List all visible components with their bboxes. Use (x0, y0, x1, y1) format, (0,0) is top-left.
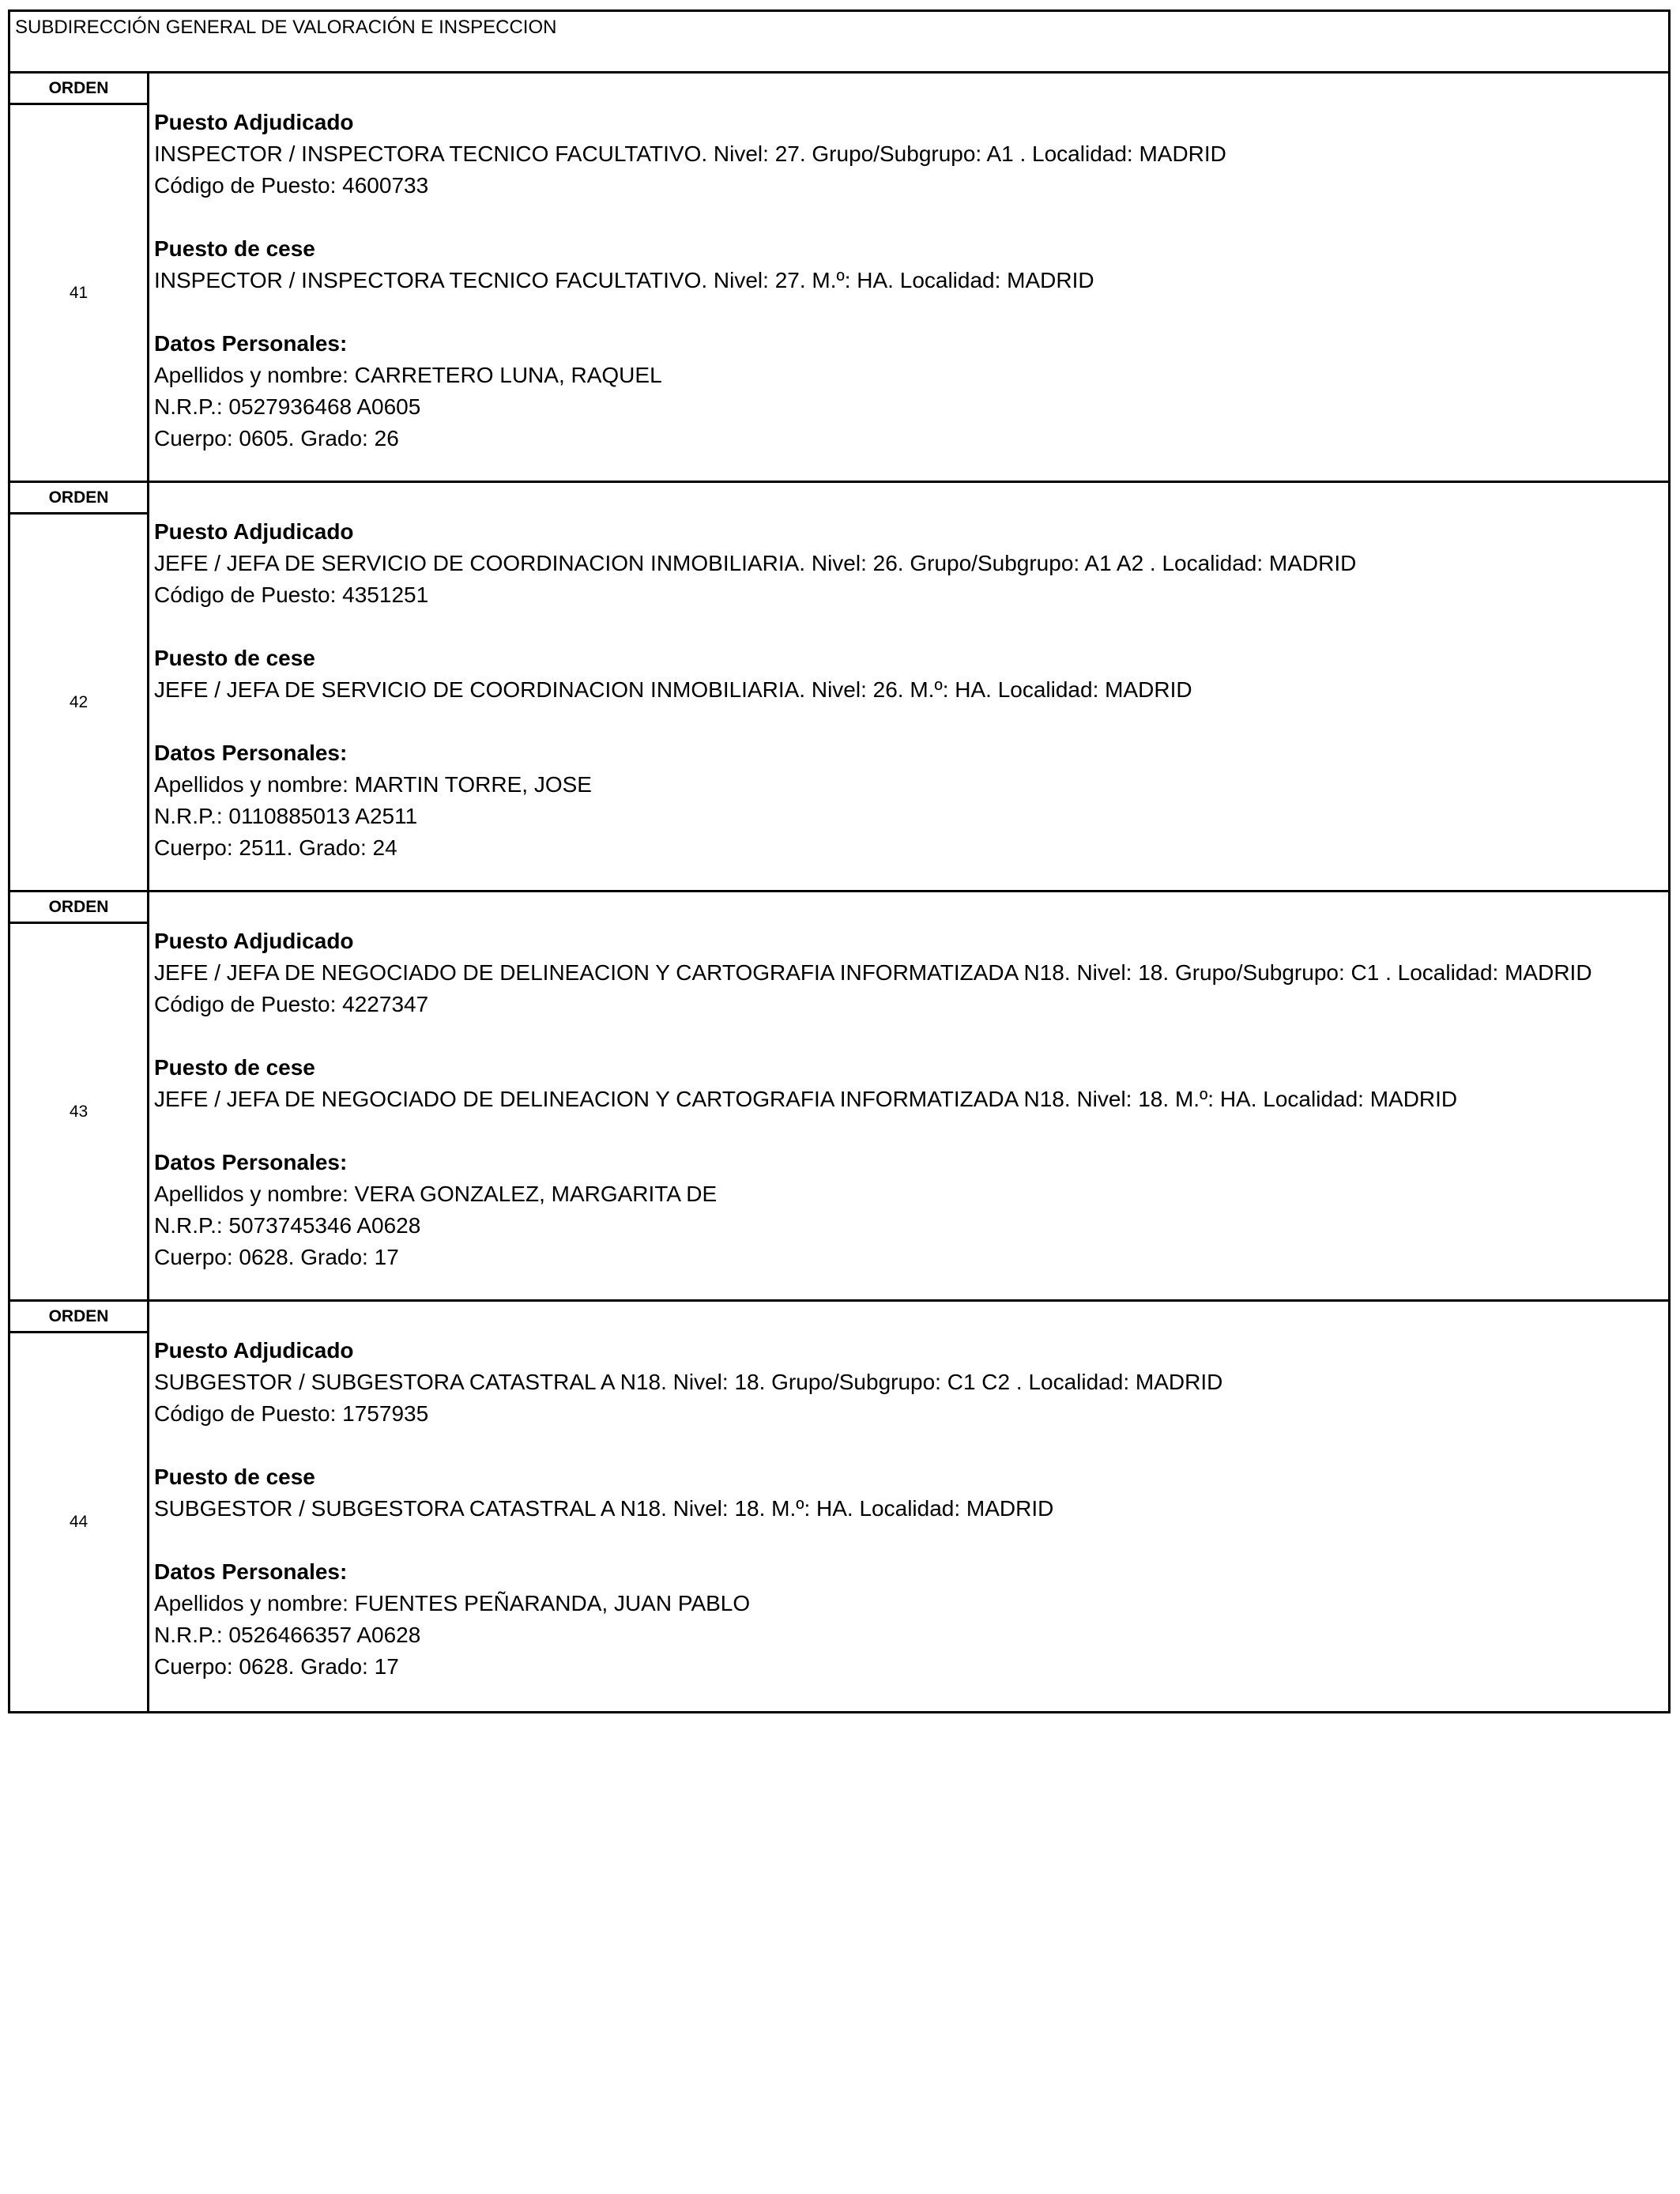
apellidos-nombre: Apellidos y nombre: CARRETERO LUNA, RAQUEL (154, 363, 662, 387)
cuerpo-grado: Cuerpo: 2511. Grado: 24 (154, 835, 397, 860)
cuerpo-grado: Cuerpo: 0628. Grado: 17 (154, 1245, 399, 1269)
codigo-puesto: Código de Puesto: 4227347 (154, 992, 429, 1016)
entry-details (149, 74, 1668, 481)
puesto-adjudicado-text: JEFE / JEFA DE SERVICIO DE COORDINACION INMOBILIARIA. Nivel: 26. Grupo/Subgrupo: A1 A2 . Localidad: MADRID (154, 551, 1357, 575)
puesto-adjudicado-heading: Puesto Adjudicado (154, 929, 354, 953)
datos-personales-heading: Datos Personales: (154, 1150, 348, 1174)
datos-personales-heading: Datos Personales: (154, 331, 348, 356)
entry-row (10, 483, 1668, 892)
apellidos-nombre: Apellidos y nombre: MARTIN TORRE, JOSE (154, 772, 592, 797)
puesto-cese-heading: Puesto de cese (154, 236, 315, 261)
order-column (10, 1302, 149, 1711)
puesto-cese-text: SUBGESTOR / SUBGESTORA CATASTRAL A N18. Nivel: 18. M.º: HA. Localidad: MADRID (154, 1496, 1054, 1521)
order-number: 41 (69, 283, 89, 302)
order-column (10, 892, 149, 1299)
order-label: ORDEN (10, 483, 147, 515)
order-column (10, 483, 149, 890)
puesto-adjudicado-heading: Puesto Adjudicado (154, 110, 354, 134)
order-label: ORDEN (10, 892, 147, 924)
cuerpo-grado: Cuerpo: 0605. Grado: 26 (154, 426, 399, 450)
apellidos-nombre: Apellidos y nombre: FUENTES PEÑARANDA, JUAN PABLO (154, 1591, 751, 1615)
order-label: ORDEN (10, 1302, 147, 1333)
puesto-cese-heading: Puesto de cese (154, 1465, 315, 1489)
puesto-adjudicado-heading: Puesto Adjudicado (154, 1338, 354, 1363)
entry-details (149, 1302, 1668, 1711)
nrp: N.R.P.: 0526466357 A0628 (154, 1623, 421, 1647)
apellidos-nombre: Apellidos y nombre: VERA GONZALEZ, MARGARITA DE (154, 1182, 718, 1206)
nrp: N.R.P.: 0110885013 A2511 (154, 804, 418, 828)
order-label: ORDEN (10, 74, 147, 105)
codigo-puesto: Código de Puesto: 4351251 (154, 582, 429, 607)
puesto-adjudicado-text: JEFE / JEFA DE NEGOCIADO DE DELINEACION Y CARTOGRAFIA INFORMATIZADA N18. Nivel: 18. Grupo/Subgrupo: C1 . Localidad: MADRID (154, 960, 1592, 985)
puesto-cese-text: JEFE / JEFA DE NEGOCIADO DE DELINEACION Y CARTOGRAFIA INFORMATIZADA N18. Nivel: 18. M.º: HA. Localidad: MADRID (154, 1087, 1458, 1111)
puesto-adjudicado-text: INSPECTOR / INSPECTORA TECNICO FACULTATIVO. Nivel: 27. Grupo/Subgrupo: A1 . Localidad: MADRID (154, 141, 1226, 166)
codigo-puesto: Código de Puesto: 4600733 (154, 173, 429, 198)
order-number: 42 (69, 692, 89, 711)
document-table (8, 9, 1671, 1713)
datos-personales-heading: Datos Personales: (154, 1559, 348, 1584)
order-number: 44 (69, 1513, 89, 1531)
puesto-adjudicado-heading: Puesto Adjudicado (154, 519, 354, 544)
entry-row (10, 1302, 1668, 1711)
codigo-puesto: Código de Puesto: 1757935 (154, 1401, 429, 1426)
entry-details (149, 483, 1668, 890)
puesto-adjudicado-text: SUBGESTOR / SUBGESTORA CATASTRAL A N18. Nivel: 18. Grupo/Subgrupo: C1 C2 . Localidad: MADRID (154, 1370, 1223, 1394)
datos-personales-heading: Datos Personales: (154, 741, 348, 765)
entry-row (10, 74, 1668, 483)
cuerpo-grado: Cuerpo: 0628. Grado: 17 (154, 1654, 399, 1679)
nrp: N.R.P.: 0527936468 A0605 (154, 394, 421, 419)
entry-row (10, 892, 1668, 1302)
puesto-cese-text: JEFE / JEFA DE SERVICIO DE COORDINACION INMOBILIARIA. Nivel: 26. M.º: HA. Localidad: MADRID (154, 677, 1192, 702)
order-number: 43 (69, 1102, 89, 1121)
order-column (10, 74, 149, 481)
puesto-cese-heading: Puesto de cese (154, 1055, 315, 1080)
nrp: N.R.P.: 5073745346 A0628 (154, 1213, 421, 1238)
section-header (10, 12, 1668, 74)
puesto-cese-text: INSPECTOR / INSPECTORA TECNICO FACULTATIVO. Nivel: 27. M.º: HA. Localidad: MADRID (154, 268, 1094, 292)
entry-details (149, 892, 1668, 1299)
section-title: SUBDIRECCIÓN GENERAL DE VALORACIÓN E INSPECCION (15, 17, 557, 38)
puesto-cese-heading: Puesto de cese (154, 646, 315, 670)
